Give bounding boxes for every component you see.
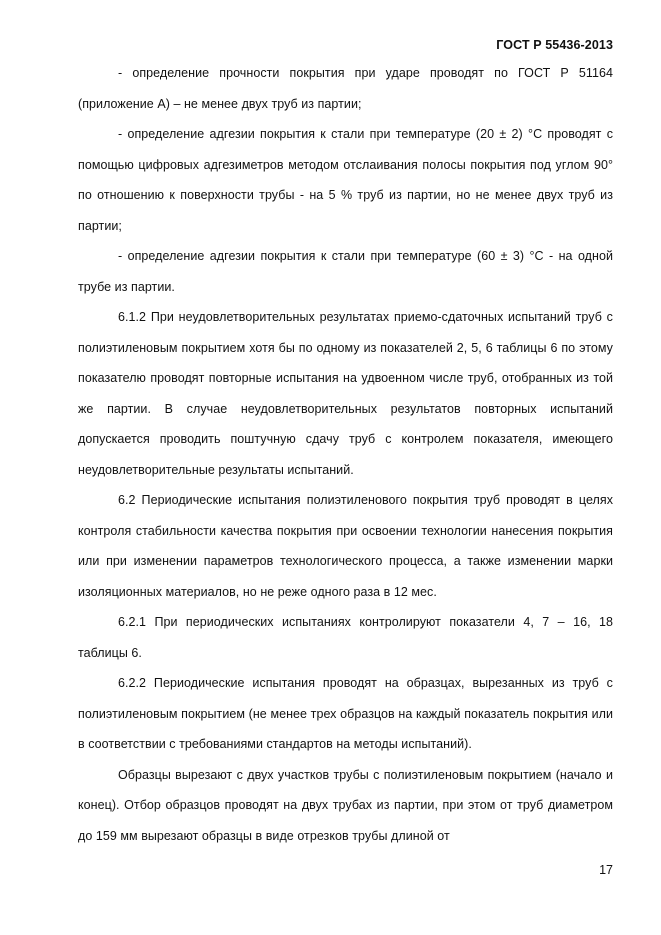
paragraph-adhesion-20c: - определение адгезии покрытия к стали при температуре (20 ± 2) °С проводят с помощью цифровых адгезиметров методом отслаивания полосы покрытия под углом 90° по отношению к поверхности трубы - на 5 % труб из партии, но не менее двух труб из партии;: [78, 127, 613, 233]
paragraph-adhesion-60c: - определение адгезии покрытия к стали при температуре (60 ± 3) °С - на одной трубе из партии.: [78, 249, 613, 294]
paragraph-samples: Образцы вырезают с двух участков трубы с полиэтиленовым покрытием (начало и конец). Отбор образцов проводят на двух трубах из партии, при этом от труб диаметром до 159 мм вырезают образцы в виде отрезков трубы длиной от: [78, 767, 613, 843]
document-body: [78, 58, 613, 851]
paragraph-6-1-2: 6.1.2 При неудовлетворительных результатах приемо-сдаточных испытаний труб с полиэтиленовым покрытием хотя бы по одному из показателей 2, 5, 6 таблицы 6 по этому показателю проводят повторные испытания на удвоенном числе труб, отобранных из той же партии. В случае неудовлетворительных результатов повторных испытаний допускается проводить поштучную сдачу труб с контролем показателя, имеющего неудовлетворительные результаты испытаний.: [78, 310, 613, 477]
paragraph-6-2-2: 6.2.2 Периодические испытания проводят на образцах, вырезанных из труб с полиэтиленовым покрытием (не менее трех образцов на каждый показатель покрытия или в соответствии с требованиями стандартов на методы испытаний).: [78, 676, 613, 751]
page-number: 17: [599, 863, 613, 877]
paragraph-6-2-1: 6.2.1 При периодических испытаниях контролируют показатели 4, 7 – 16, 18 таблицы 6.: [78, 615, 613, 660]
paragraph-6-2: 6.2 Периодические испытания полиэтиленового покрытия труб проводят в целях контроля стабильности качества покрытия при освоении технологии нанесения покрытия или при изменении параметров технологического процесса, а также изменении марки изоляционных материалов, но не реже одного раза в 12 мес.: [78, 493, 613, 599]
paragraph-impact-strength: - определение прочности покрытия при ударе проводят по ГОСТ Р 51164 (приложение А) – не менее двух труб из партии;: [78, 66, 613, 111]
document-code-header: ГОСТ Р 55436-2013: [496, 38, 613, 52]
